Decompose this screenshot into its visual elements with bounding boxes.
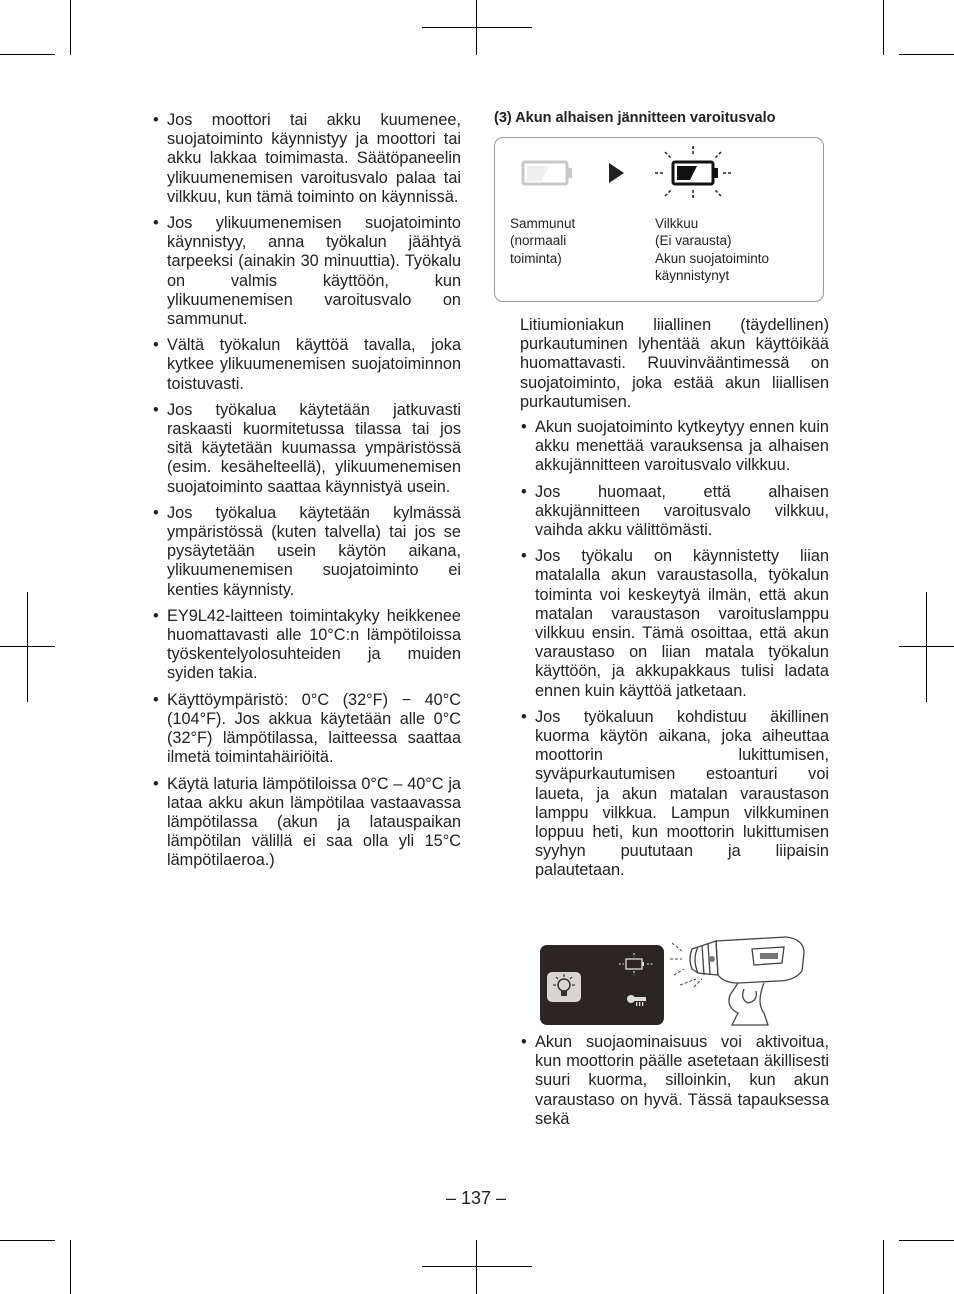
arrow-right-icon: [607, 162, 625, 184]
crop-mark: [883, 1240, 884, 1294]
list-item: • Jos moottori tai akku kuumenee, suojatoiminto käynnistyy ja moottori tai akku lakkaa toimimasta. Säätöpaneelin ylikuumenemisen varoitusvalo palaa tai vilkkuu, kun tämä toiminto on käynnissä.: [152, 111, 461, 207]
control-panel: [540, 945, 664, 1025]
battery-blinking-icon: [653, 144, 735, 204]
right-column: [520, 316, 829, 888]
list-item: • Jos työkalua käytetään kylmässä ympäristössä (kuten talvella) tai jos se pysäytetään usein käytön aikana, ylikuumenemisen suojatoiminto ei kenties käynnisty.: [152, 504, 461, 600]
crop-mark: [422, 27, 532, 28]
list-item: • Akun suojatoiminto kytkeytyy ennen kuin akku menettää varauksensa ja alhaisen akkujännitteen varoitusvalo vilkkuu.: [520, 418, 829, 476]
page-number: – 137 –: [446, 1188, 507, 1208]
list-item: • Jos työkalua käytetään jatkuvasti raskaasti kuormitetussa tilassa tai jos sitä käytetään kuumassa ympäristössä (esim. kesähelteellä), ylikuumenemisen suojatoiminto saattaa käynnistyä usein.: [152, 401, 461, 497]
list-item: • Käytä laturia lämpötiloissa 0°C – 40°C ja lataa akku akun lämpötilaa vastaavassa lämpötilassa (akun ja latauspaikan lämpötilan välillä ei saa olla yli 15°C lämpötilaeroa.): [152, 775, 461, 871]
blinking-caption: Vilkkuu (Ei varausta) Akun suojatoiminto käynnistynyt: [655, 216, 770, 283]
list-item: • Jos työkalu on käynnistetty liian matalalla akun varaustasolla, työkalun toiminta voi keskeytyä ilmän, että akun matalan varaustason varoituslamppu vilkkuu ensin. Tämä osoittaa, että akun varaustaso on liian matala työkalun käyttöön, ja akkupakkaus tulisi ladata ennen kuin käyttöä jatketaan.: [520, 547, 829, 701]
list-item: • Vältä työkalun käyttöä tavalla, joka kytkee ylikuumenemisen suojatoiminnon toistuvasti.: [152, 336, 461, 394]
list-item: • Jos työkaluun kohdistuu äkillinen kuorma käytön aikana, joka aiheuttaa moottorin lukittumisen, syväpurkautumisen estoanturi voi laueta, ja akun matalan varaustason lamppu vilkkua. Lampun vilkkuminen loppuu heti, kun moottorin lukittumisen syyhyn puututaan ja liipaisin palautetaan.: [520, 708, 829, 881]
battery-indicator-figure: [494, 137, 824, 302]
battery-warning-lamp-icon: [618, 953, 654, 975]
crop-mark: [926, 592, 927, 702]
last-bullet: [520, 1033, 829, 1129]
list-item: • Käyttöympäristö: 0°C (32°F) − 40°C (104°F). Jos akkua käytetään alle 0°C (32°F) lämpötilassa, laitteessa saattaa ilmetä toimintahäiriöitä.: [152, 691, 461, 768]
list-item: • Jos huomaat, että alhaisen akkujännitteen varoitusvalo vilkkuu, vaihda akku välittömästi.: [520, 483, 829, 541]
off-caption: Sammunut (normaali toiminta): [510, 216, 576, 266]
left-column: [152, 111, 461, 878]
crop-mark: [27, 592, 28, 702]
crop-mark: [899, 1240, 954, 1241]
crop-mark: [70, 1240, 71, 1294]
list-item: • EY9L42-laitteen toimintakyky heikkenee huomattavasti alle 10°C:n lämpötiloissa työskentelyolosuhteiden ja muiden syiden takia.: [152, 607, 461, 684]
list-item: • Akun suojaominaisuus voi aktivoitua, kun moottorin päälle asetetaan äkillisesti suuri kuorma, silloinkin, kun akun varaustaso on hyvä. Tässä tapauksessa sekä: [520, 1033, 829, 1129]
temperature-lamp-icon: [626, 993, 648, 1007]
light-button-icon: [546, 971, 582, 1003]
crop-mark: [422, 1266, 532, 1267]
section-title: (3) Akun alhaisen jännitteen varoitusvalo: [494, 110, 776, 126]
list-item: • Jos ylikuumenemisen suojatoiminto käynnistyy, anna työkalun jäähtyä tarpeeksi (ainakin 30 minuuttia). Työkalu on valmis käyttöön, kun ylikuumenemisen varoitusvalo on sammunut.: [152, 214, 461, 329]
control-panel-figure: [540, 933, 810, 1028]
crop-mark: [899, 54, 954, 55]
battery-off-icon: [519, 158, 575, 188]
crop-mark: [70, 0, 71, 55]
crop-mark: [883, 0, 884, 55]
drill-illustration: [668, 933, 810, 1028]
intro-paragraph: Litiumioniakun liiallinen (täydellinen) purkautuminen lyhentää akun käyttöikää huomattavasti. Ruuvinvääntimessä on suojatoiminto, joka estää akun liiallisen purkautumisen.: [520, 316, 829, 411]
crop-mark: [0, 54, 55, 55]
crop-mark: [0, 1240, 55, 1241]
